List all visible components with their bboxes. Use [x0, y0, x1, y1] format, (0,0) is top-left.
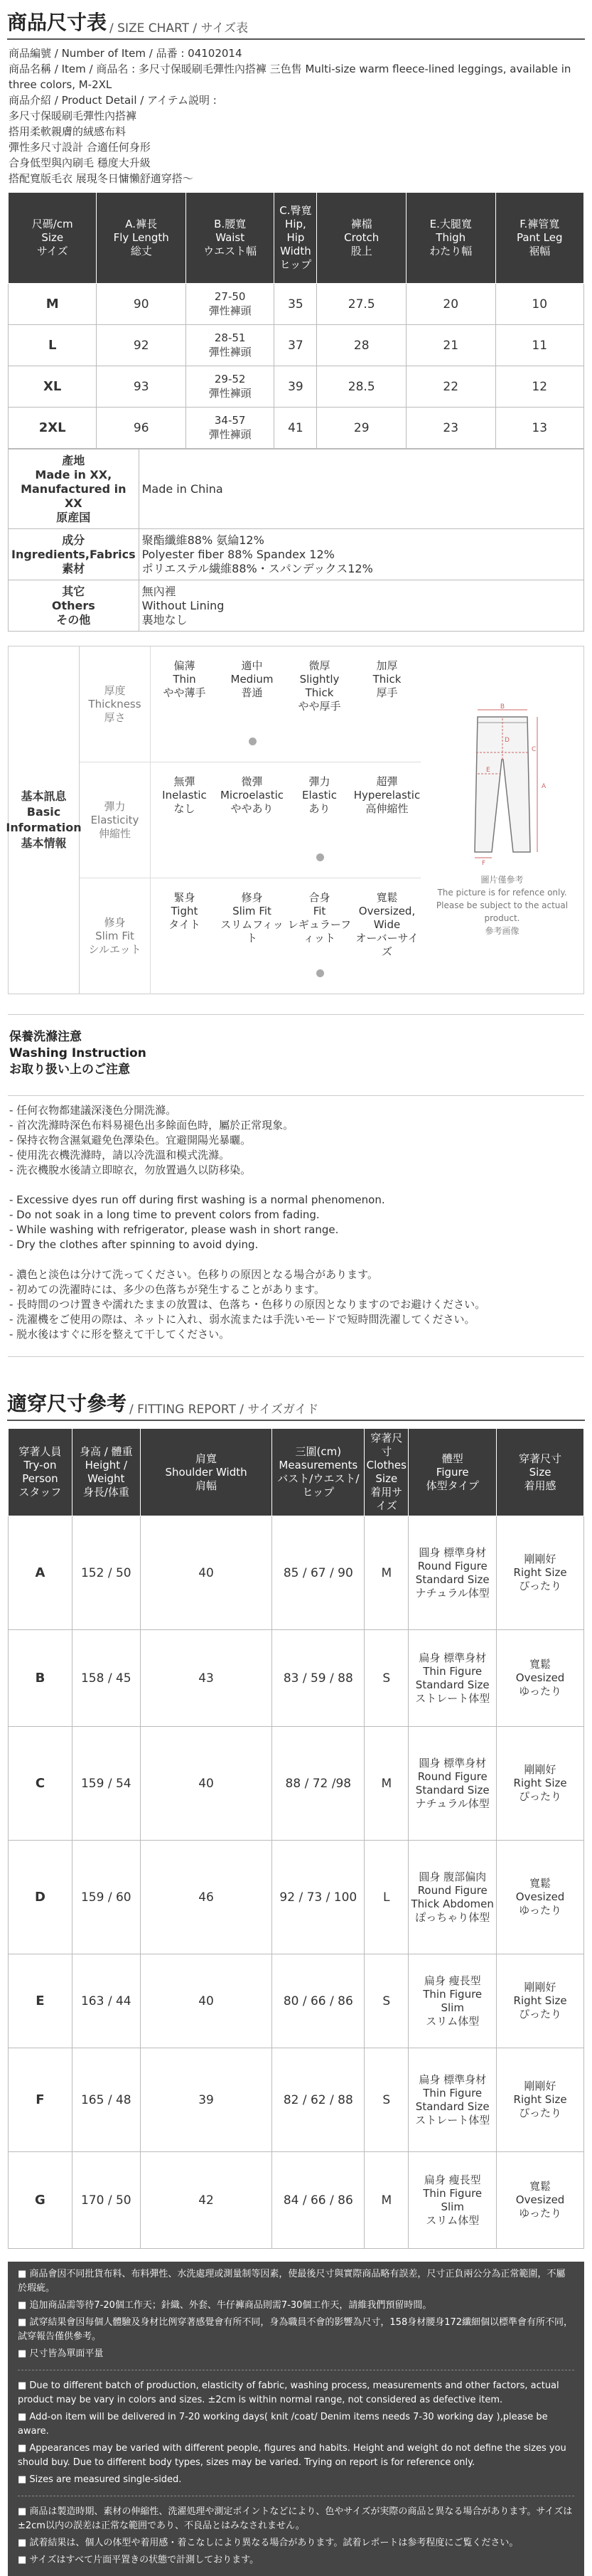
text-line: ■ 尺寸皆為單面平量	[18, 2348, 104, 2359]
shoulder-cell: 43	[140, 1630, 272, 1727]
composition-label: 成分 Ingredients,Fabrics 素材	[9, 529, 139, 580]
fitting-row	[9, 2152, 584, 2249]
fit-cell: 寬鬆 Ovesized ゆったり	[497, 1630, 584, 1727]
feature-option-label: 合身 Fit レギュラーフィット	[287, 891, 352, 944]
waist-cell: 34-57 彈性褲頭	[185, 408, 274, 449]
person-cell: A	[9, 1516, 72, 1630]
text-line: - 洗濯機をご使用の際は、ネットに入れ、弱水流または手洗いモードで短時間洗濯してください。	[9, 1313, 475, 1326]
size-cell: M	[365, 1516, 409, 1630]
size-cell: 2XL	[9, 408, 97, 449]
thigh-cell: 20	[406, 284, 495, 325]
crotch-cell: 28	[317, 325, 407, 366]
header-thigh: E.大腿寬 Thigh わたり幅	[406, 193, 495, 284]
text-line: ■ Add-on item will be delivered in 7-20 working days( knit /coat/ Denim items needs 7-30 working day ),please be aware.	[18, 2412, 548, 2437]
waist-cell: 27-50 彈性褲頭	[185, 284, 274, 325]
header-size: 尺碼/cm Size サイズ	[9, 193, 97, 284]
text-line: ■ Appearances may be varied with different people, figures and habits. Height and weight do not define the sizes you should buy. Due to different body types, sizes may be varied. Trying on report is for reference only.	[18, 2443, 566, 2468]
washing-title: 保養洗滌注意 Washing Instruction お取り扱い上のご注意	[8, 1014, 584, 1096]
info-line: 搭用柔軟親膚的絨感布料	[9, 125, 127, 138]
washing-body	[8, 1096, 584, 1357]
size-table-header	[9, 193, 584, 284]
size-cell: XL	[9, 366, 97, 408]
text-line: - 使用洗衣機洗滌時，請以冷洗溫和模式洗滌。	[9, 1149, 230, 1161]
person-cell: B	[9, 1630, 72, 1727]
size-chart-subtitle: / SIZE CHART / サイズ表	[109, 21, 249, 36]
length-cell: 96	[97, 408, 186, 449]
hw-cell: 165 / 48	[72, 2048, 140, 2152]
basic-info-panel	[8, 646, 584, 994]
other-row	[9, 580, 584, 632]
hip-cell: 35	[274, 284, 317, 325]
info-line: 多尺寸保暖刷毛彈性內搭褲	[9, 110, 137, 122]
meas-cell: 80 / 66 / 86	[272, 1954, 365, 2048]
selected-dot-icon	[316, 853, 324, 861]
basic-info-label: 基本訊息 Basic Information 基本情報	[9, 646, 80, 994]
hw-cell: 158 / 45	[72, 1630, 140, 1727]
text-line: ■ サイズはすべて片面平置きの状態で計測しております。	[18, 2555, 259, 2565]
meas-cell: 88 / 72 /98	[272, 1727, 365, 1841]
info-line: 商品名稱 / Item / 商品名 : 多尺寸保暖刷毛彈性內搭褲 三色售 Multi-size warm fleece-lined leggings, available in three colors, M-2XL	[9, 63, 571, 91]
size-cell: S	[365, 2048, 409, 2152]
feature-option-label: 微厚 Slightly Thick やや厚手	[298, 659, 341, 713]
figure-cell: 扁身 標準身材 Thin Figure Standard Size ストレート体型	[409, 1630, 497, 1727]
fit-header-figure: 體型 Figure 体型タイプ	[409, 1429, 497, 1516]
notes-zh	[18, 2266, 574, 2363]
text-line: - Excessive dyes run off during first washing is a normal phenomenon.	[9, 1193, 385, 1206]
info-line: 搭配寬版毛衣 展現冬日慵懶舒適穿搭～	[9, 172, 193, 185]
figure-cell: 圓身 腹部偏肉 Round Figure Thick Abdomen ぽっちゃり体型	[409, 1841, 497, 1954]
text-line: ■ Due to different batch of production, elasticity of fabric, washing process, measurements and other factors, actual product may be vary in colors and sizes. ±2cm is within normal range, not considered as defective item.	[18, 2380, 559, 2405]
fitting-row	[9, 1954, 584, 2048]
text-line: ■ 追加商品需等待7-20個工作天；針織、外套、牛仔褲商品則需7-30個工作天，請維我們預留時間。	[18, 2300, 432, 2311]
hw-cell: 170 / 50	[72, 2152, 140, 2249]
fitting-header-row	[9, 1429, 584, 1516]
feature-option	[286, 878, 353, 994]
feature-name: 修身 Slim Fit シルエット	[80, 878, 151, 994]
diagram-letter: C	[531, 746, 536, 753]
hip-cell: 41	[274, 408, 317, 449]
figure-cell: 扁身 瘦長型 Thin Figure Slim スリム体型	[409, 1954, 497, 2048]
feature-row	[80, 878, 421, 994]
text-line: ■ Sizes are measured single-sided.	[18, 2474, 182, 2485]
diagram-letter: B	[500, 703, 505, 710]
thigh-cell: 21	[406, 325, 495, 366]
person-cell: G	[9, 2152, 72, 2249]
size-chart-title: 商品尺寸表	[7, 11, 107, 34]
text-line: - 初めての洗濯時には、多少の色落ちが発生することがあります。	[9, 1283, 325, 1296]
fit-header-shoulder: 肩寬 Shoulder Width 肩幅	[140, 1429, 272, 1516]
fitting-table-body	[9, 1516, 584, 2249]
size-cell: L	[9, 325, 97, 366]
fitting-row	[9, 1727, 584, 1841]
meas-cell: 84 / 66 / 86	[272, 2152, 365, 2249]
figure-cell: 扁身 標準身材 Thin Figure Standard Size ストレート体型	[409, 2048, 497, 2152]
text-line: - 保持衣物含濕氣避免色澤染色。宜避開陽光暴曬。	[9, 1134, 252, 1146]
leg-cell: 13	[495, 408, 584, 449]
feature-option-label: 緊身 Tight タイト	[168, 891, 200, 931]
info-line: 商品介紹 / Product Detail / アイテム説明 :	[9, 94, 217, 107]
diagram-panel	[421, 646, 583, 994]
crotch-cell: 27.5	[317, 284, 407, 325]
hip-cell: 37	[274, 325, 317, 366]
text-line: - While washing with refrigerator, please wash in short range.	[9, 1223, 339, 1236]
meas-cell: 85 / 67 / 90	[272, 1516, 365, 1630]
info-line: 商品編號 / Number of Item / 品番 : 04102014	[9, 47, 242, 60]
size-cell: M	[365, 1727, 409, 1841]
washing-zh	[9, 1103, 583, 1178]
figure-cell: 圓身 標準身材 Round Figure Standard Size ナチュラル体型	[409, 1516, 497, 1630]
feature-option-label: 適中 Medium 普通	[230, 659, 274, 699]
washing-en	[9, 1193, 583, 1252]
feature-option-label: 無彈 Inelastic なし	[162, 775, 207, 815]
fitting-table	[8, 1428, 584, 2249]
selected-dot-icon	[316, 969, 324, 977]
feature-name: 彈力 Elasticity 伸縮性	[80, 762, 151, 878]
shoulder-cell: 40	[140, 1727, 272, 1841]
fit-cell: 剛剛好 Right Size ぴったり	[497, 1516, 584, 1630]
header-leg: F.褲管寬 Pant Leg 裾幅	[495, 193, 584, 284]
washing-jp	[9, 1267, 583, 1342]
feature-option	[353, 878, 421, 994]
text-line: - 首次洗滌時深色布料易褪色出多餘面色時，屬於正常現象。	[9, 1119, 294, 1132]
notes-jp	[18, 2503, 574, 2569]
header-waist: B.腰寬 Waist ウエスト幅	[185, 193, 274, 284]
shoulder-cell: 42	[140, 2152, 272, 2249]
other-label: 其它 Others その他	[9, 580, 139, 632]
size-cell: M	[365, 2152, 409, 2249]
size-cell: L	[365, 1841, 409, 1954]
feature-option-label: 加厚 Thick 厚手	[372, 659, 402, 699]
feature-option	[353, 762, 421, 878]
feature-option-label: 偏薄 Thin やや薄手	[163, 659, 206, 699]
diagram-letter: D	[504, 737, 510, 744]
notes-en	[18, 2378, 574, 2489]
person-cell: F	[9, 2048, 72, 2152]
header-hip: C.臀寬 Hip, Hip Width ヒップ	[274, 193, 317, 284]
crotch-cell: 28.5	[317, 366, 407, 408]
pants-diagram-icon	[449, 703, 556, 866]
shoulder-cell: 46	[140, 1841, 272, 1954]
leg-cell: 11	[495, 325, 584, 366]
text-line: - 任何衣物都建議深淺色分開洗滌。	[9, 1104, 177, 1117]
fit-cell: 剛剛好 Right Size ぴったり	[497, 1954, 584, 2048]
figure-cell: 圓身 標準身材 Round Figure Standard Size ナチュラル体型	[409, 1727, 497, 1841]
hw-cell: 152 / 50	[72, 1516, 140, 1630]
feature-option	[151, 646, 218, 762]
fit-header-hw: 身高 / 體重 Height / Weight 身長/体重	[72, 1429, 140, 1516]
feature-row	[80, 646, 421, 762]
feature-option	[286, 762, 353, 878]
feature-option	[218, 646, 286, 762]
text-line: ■ 商品は製造時期、素材の伸縮性、洗濯処理や測定ポイントなどにより、色やサイズが実際の商品と異なる場合があります。サイズは±2cm以内の誤差は正常な範囲であり、不良品とはみなされません。	[18, 2506, 573, 2531]
length-cell: 92	[97, 325, 186, 366]
info-line: 彈性多尺寸設計 合適任何身形	[9, 141, 151, 154]
meas-cell: 92 / 73 / 100	[272, 1841, 365, 1954]
diagram-caption-text: 圖片僅參考	[480, 875, 524, 885]
text-line: - 脱水後はすぐに形を整えて干してください。	[9, 1328, 230, 1341]
fitting-title: 適穿尺寸參考	[7, 1392, 127, 1415]
fitting-row	[9, 2048, 584, 2152]
length-cell: 90	[97, 284, 186, 325]
fit-header-person: 穿著人員 Try-on Person スタッフ	[9, 1429, 72, 1516]
materials-table	[8, 449, 584, 632]
header-length: A.褲長 Fly Length 総丈	[97, 193, 186, 284]
fitting-row	[9, 1841, 584, 1954]
hw-cell: 159 / 60	[72, 1841, 140, 1954]
size-table-body	[9, 284, 584, 449]
feature-option-label: 微彈 Microelastic ややあり	[220, 775, 284, 815]
header-crotch: 褲檔 Crotch 股上	[317, 193, 407, 284]
fitting-subtitle: / FITTING REPORT / サイズガイド	[129, 1403, 319, 1417]
fit-header-fit: 穿著尺寸 Size 着用感	[497, 1429, 584, 1516]
feature-grid	[80, 646, 421, 994]
meas-cell: 83 / 59 / 88	[272, 1630, 365, 1727]
diagram-letter: A	[541, 783, 546, 790]
feature-option	[151, 878, 218, 994]
size-table	[8, 192, 584, 449]
fit-header-meas: 三圍(cm) Measurements バスト/ウエスト/ヒップ	[272, 1429, 365, 1516]
origin-label: 產地 Made in XX, Manufactured in XX 原産国	[9, 449, 139, 529]
leg-cell: 12	[495, 366, 584, 408]
shoulder-cell: 39	[140, 2048, 272, 2152]
waist-cell: 29-52 彈性褲頭	[185, 366, 274, 408]
meas-cell: 82 / 62 / 88	[272, 2048, 365, 2152]
feature-option	[218, 762, 286, 878]
feature-option-label: 寬鬆 Oversized, Wide オーバーサイズ	[355, 891, 419, 958]
figure-cell: 扁身 瘦長型 Thin Figure Slim スリム体型	[409, 2152, 497, 2249]
text-line: ■ 試穿結果會因每個人體驗及身材比例穿著感覺會有所不同，身為職員不會的影響為尺寸，158身材腰身172纖細個以標準會有所不同，試穿報告僅供參考。	[18, 2317, 574, 2342]
fitting-row	[9, 1516, 584, 1630]
feature-option	[151, 762, 218, 878]
crotch-cell: 29	[317, 408, 407, 449]
size-chart-heading	[7, 7, 585, 40]
origin-row	[9, 449, 584, 529]
feature-name: 厚度 Thickness 厚さ	[80, 646, 151, 762]
notes-box	[8, 2262, 584, 2576]
text-line: ■ 試着結果は、個人の体型や着用感・着こなしにより異なる場合があります。試着レポートは参考程度にご覧ください。	[18, 2538, 519, 2548]
diagram-letter: F	[481, 860, 485, 866]
person-cell: C	[9, 1727, 72, 1841]
size-row	[9, 408, 584, 449]
feature-option	[353, 646, 421, 762]
length-cell: 93	[97, 366, 186, 408]
fitting-row	[9, 1630, 584, 1727]
feature-option-label: 彈力 Elastic あり	[302, 775, 337, 815]
waist-cell: 28-51 彈性褲頭	[185, 325, 274, 366]
text-line: ■ 商品會因不同批貨布料、布料彈性、水洗處理或測量制等因素，使最後尺寸與實際商品略有誤差，尺寸正負兩公分為正常範圍，不屬於瑕疵。	[18, 2269, 566, 2294]
text-line: - 長時間のつけ置きや濡れたままの放置は、色落ち・色移りの原因となりますのでお避けください。	[9, 1298, 486, 1311]
leg-cell: 10	[495, 284, 584, 325]
product-info	[0, 40, 592, 192]
composition-value: 聚酯纖維88% 氨綸12% Polyester fiber 88% Spandex 12% ポリエステル繊維88%・スパンデックス12%	[139, 529, 583, 580]
selected-dot-icon	[249, 738, 257, 745]
thigh-cell: 22	[406, 366, 495, 408]
feature-option	[286, 646, 353, 762]
text-line: - 洗衣機脫水後請立即晾衣，勿放置過久以防移染。	[9, 1164, 252, 1176]
person-cell: D	[9, 1841, 72, 1954]
origin-value: Made in China	[139, 449, 583, 529]
size-cell: M	[9, 284, 97, 325]
size-row	[9, 366, 584, 408]
size-chart-section	[0, 0, 592, 632]
diagram-caption	[421, 873, 583, 937]
size-row	[9, 325, 584, 366]
shoulder-cell: 40	[140, 1516, 272, 1630]
fit-cell: 寬鬆 Ovesized ゆったり	[497, 2152, 584, 2249]
thigh-cell: 23	[406, 408, 495, 449]
fit-cell: 剛剛好 Right Size ぴったり	[497, 2048, 584, 2152]
hw-cell: 163 / 44	[72, 1954, 140, 2048]
size-row	[9, 284, 584, 325]
fit-header-size: 穿著尺寸 Clothes Size 着用サイズ	[365, 1429, 409, 1516]
text-line: - 濃色と淡色は分けて洗ってください。色移りの原因となる場合があります。	[9, 1268, 378, 1281]
person-cell: E	[9, 1954, 72, 2048]
feature-option-label: 超彈 Hyperelastic 高伸縮性	[353, 775, 421, 815]
fitting-heading	[7, 1388, 585, 1421]
diagram-note: The picture is for refence only. Please be subject to the actual product. 參考画像	[436, 888, 569, 936]
other-value: 無內裡 Without Lining 裏地なし	[139, 580, 583, 632]
shoulder-cell: 40	[140, 1954, 272, 2048]
hw-cell: 159 / 54	[72, 1727, 140, 1841]
feature-option	[218, 878, 286, 994]
size-cell: S	[365, 1630, 409, 1727]
fit-cell: 寬鬆 Ovesized ゆったり	[497, 1841, 584, 1954]
fit-cell: 剛剛好 Right Size ぴったり	[497, 1727, 584, 1841]
text-line: - Dry the clothes after spinning to avoid dying.	[9, 1238, 259, 1251]
hip-cell: 39	[274, 366, 317, 408]
feature-row	[80, 762, 421, 878]
text-line: - Do not soak in a long time to prevent colors from fading.	[9, 1208, 320, 1221]
size-cell: S	[365, 1954, 409, 2048]
info-line: 合身低型與內刷毛 穩度大升級	[9, 156, 151, 169]
composition-row	[9, 529, 584, 580]
diagram-letter: E	[485, 767, 490, 774]
feature-option-label: 修身 Slim Fit スリムフィット	[220, 891, 284, 944]
